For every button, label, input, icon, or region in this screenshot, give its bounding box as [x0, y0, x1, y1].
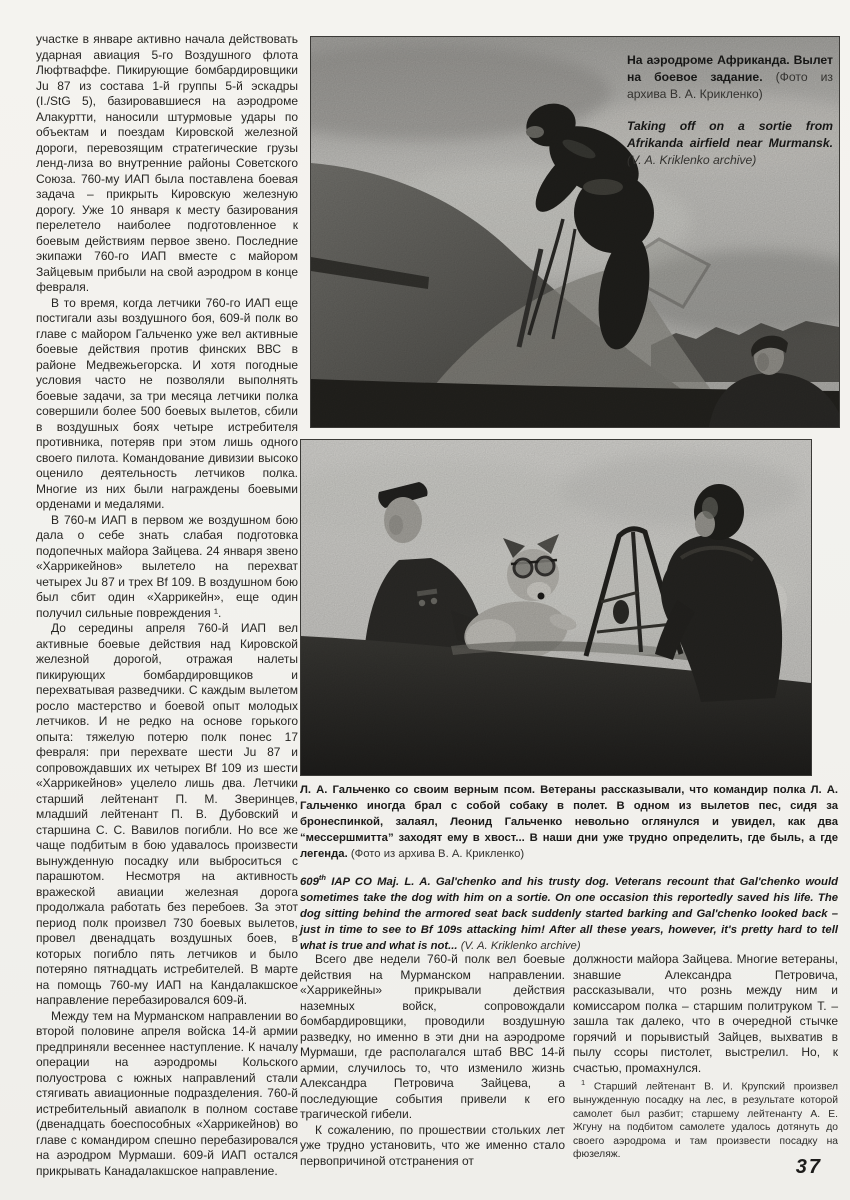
dog-photo-illustration	[301, 440, 811, 775]
paragraph: Между тем на Мурманском направлении во второй половине апреля войска 14-й армии предприняли весеннее наступление. К началу операции на аэродромы Кольского полуострова с южных направлений стали стягивать авиационные подразделения. 760-й истребительный авиаполк в полном составе (двенадцать боеспособных «Харрикейнов) во главе с командиром спешно перебазировался на аэродром Мурмаши. 609-й ИАП остался прикрывать Канадалакшское направление.	[36, 1008, 298, 1178]
paragraph: До середины апреля 760-й ИАП вел активные боевые действия над Кировской железной дорогой, отражая налеты пикирующих бомбардировщиков и перехватывая разведчики. С каждым вылетом росло мастерство и боевой опыт молодых летчиков. И не редко на основе горького опыта: тяжелую потерю полк понес 17 февраля: при перехвате шести Ju 87 и сопровождавших их четырех Bf 109 из шести «Харрикейнов» уцелело лишь два. Летчики старший лейтенант П. М. Зверинцев, младший лейтенант П. В. Дубовский и старшина С. С. Вавилов погибли. Но все же чаще подбитым в бою удавалось произвести вынужденную посадку или выброситься с парашютом. Несмотря на активность вражеской авиации железная дорога продолжала работать без перебоев. За этот период полк произвел 730 боевых вылетов, провел двенадцать воздушных боев, в которых погибло пять летчиков и было потеряно пятнадцать истребителей. В марте на помощь 760-му ИАП на Кандалакшское направление перебазировался 609-й.	[36, 621, 298, 1007]
footnote-text: Старший лейтенант В. И. Крупский произвел вынужденную посадку на лес, в результате которой самолет был разбит; старшему лейтенанту А. Е. Жгуну на подбитом самолете удалось дотянуть до своего аэродрома и там произвести посадку на фюзеляж.	[573, 1081, 838, 1161]
bottom-photo-caption	[300, 782, 838, 954]
caption-ru: Л. А. Гальченко со своим верным псом. Ветераны рассказывали, что командир полка Л. А. Гальченко иногда брал с собой собаку в полет. В одном из вылетов пес, сидя за бронеспинкой, залаял, Леонид Гальченко невольно оглянулся и увидел, как два “мессершмитта” заходят ему в хвост... В наши дни уже трудно определить, где быль, а где легенда.	[300, 784, 838, 860]
caption-ru-credit: (Фото из архива В. А. Крикленко)	[627, 70, 833, 101]
top-photo-caption	[627, 52, 833, 169]
paragraph: должности майора Зайцева. Многие ветераны, знавшие Александра Петровича, рассказывали, что рознь между ним и комиссаром полка – старшим политруком Т. – зашла так далеко, что в очередной стычке горячий и порывистый Зайцев, выхватив в пылу ссоры пистолет, выстрелил. Но, к счастью, промахнулся.	[573, 952, 838, 1075]
paragraph: В то время, когда летчики 760-го ИАП еще постигали азы воздушного боя, 609-й полк во главе с майором Гальченко уже вел активные боевые действия против финских ВВС в районе Медвежьегорска. И хотя погодные условия часто не позволяли выполнять боевые задачи, за три месяца летчики полка совершили более 500 боевых вылетов, сбили в воздушных боях четыре истребителя противника, потеряв при этом лишь одного своего пилота. Командование дивизии высоко оценило деятельность летчиков полка. Многие из них были награждены боевыми орденами и медалями.	[36, 295, 298, 511]
caption-ru-credit: (Фото из архива В. А. Крикленко)	[350, 848, 525, 860]
page-number: 37	[795, 1156, 822, 1178]
caption-en-credit: (V. A. Kriklenko archive)	[460, 939, 581, 952]
caption-en-credit: (V. A. Kriklenko archive)	[627, 153, 757, 167]
bottom-left-column	[300, 952, 565, 1169]
paragraph: участке в январе активно начала действовать ударная авиация 5-го Воздушного флота Люфтваффе. Пикирующие бомбардировщики Ju 87 из состава 1-й группы 5-й эскадры (I./StG 5), базировавшиеся на аэродроме Алакуртти, наносили штурмовые удары по объектам и поездам Кировской железной дороги, перевозящим стратегические грузы ленд-лиза во внутренние районы Советского Союза. 760-му ИАП была поставлена боевая задача – прикрыть Кировскую железную дорогу. Уже 10 января к месту базирования перелетело наиболее подготовленное к боевым действиям первое звено. Последние экипажи 760-го ИАП вместе с майором Зайцевым прибыли на свой аэродром в конце февраля.	[36, 32, 298, 294]
ordinal-suffix: th	[318, 873, 326, 882]
caption-en: Taking off on a sortie from Afrikanda airfield near Murmansk.	[627, 119, 833, 150]
photo-galchenko-dog	[300, 439, 812, 776]
paragraph: В 760-м ИАП в первом же воздушном бою дала о себе знать слабая подготовка подопечных майора Зайцева. 24 января звено «Харрикейнов» вылетело на перехват четырех Ju 87 и трех Bf 109. В воздушном бою был сбит один «Харрикейн», еще один получил сильные повреждения ¹.	[36, 512, 298, 620]
bottom-columns	[300, 952, 838, 1169]
bottom-right-column	[573, 952, 838, 1169]
paragraph: Всего две недели 760-й полк вел боевые действия на Мурманском направлении. «Харрикейны» прикрывали действия наземных войск, сопровождали бомбардировщики, проводили воздушную разведку, но именно в эти дни на аэродроме Мурмаши, где располагался штаб ВВС 14-й армии, случилось то, что изменило жизнь Александра Петровича Зайцева, а последующие события привели к его трагической гибели.	[300, 952, 565, 1121]
paragraph: К сожалению, по прошествии стольких лет уже трудно установить, что же именно стало первопричиной отстранения от	[300, 1122, 565, 1168]
caption-ru: На аэродроме Африканда. Вылет на боевое задание.	[627, 53, 833, 84]
left-column	[36, 32, 298, 1179]
footnote-marker: 1	[581, 1078, 586, 1087]
caption-en: 609th IAP CO Maj. L. A. Gal'chenko and his trusty dog. Veterans recount that Gal'chenko would sometimes take the dog with him on a sortie. On one occasion this reportedly saved his life. The dog sitting behind the armored seat back suddenly started barking and Gal'chenko looked back – just in time to see to Bf 109s attacking him! After all these years, however, it's pretty hard to tell what is true and what is not...	[300, 873, 838, 952]
footnote	[573, 1076, 838, 1162]
film-grain	[301, 440, 811, 775]
